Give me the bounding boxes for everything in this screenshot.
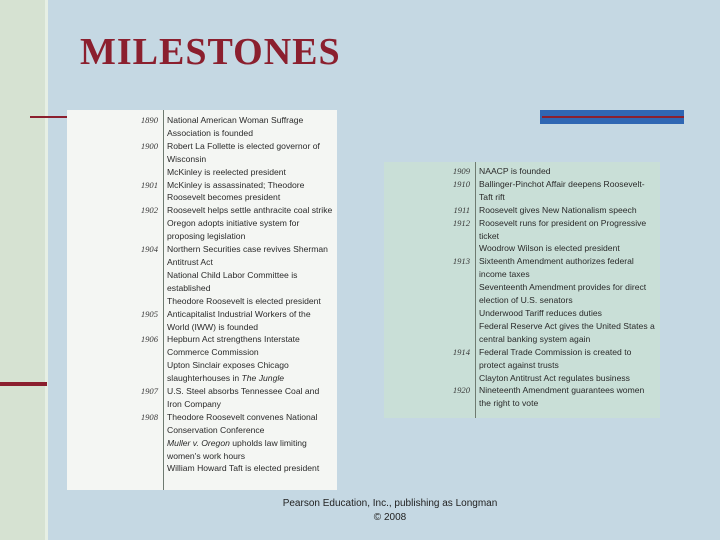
milestones-table-right	[384, 162, 660, 418]
timeline-row	[67, 308, 337, 334]
timeline-event: National American Woman Suffrage Association is founded	[167, 115, 304, 138]
timeline-event: Roosevelt runs for president on Progressive ticket	[479, 217, 647, 241]
timeline-row	[67, 411, 337, 437]
timeline-event: Anticapitalist Industrial Workers of the World (IWW) is founded	[167, 308, 311, 332]
left-red-accent	[0, 382, 47, 386]
timeline-year: 1913	[452, 256, 470, 267]
year-column-divider	[163, 110, 164, 490]
timeline-year	[67, 462, 167, 475]
timeline-row	[67, 140, 337, 166]
timeline-year	[67, 269, 167, 295]
year-column-divider	[475, 162, 476, 418]
timeline-event: Northern Securities case revives Sherman Antitrust Act	[167, 244, 328, 267]
timeline-event	[167, 359, 337, 385]
timeline-year	[67, 166, 167, 179]
timeline-row	[67, 179, 337, 205]
timeline-row	[384, 372, 660, 385]
timeline-event: Federal Trade Commission is created to protect against trusts	[479, 346, 632, 370]
timeline-event: McKinley is assassinated; Theodore Roosevelt becomes president	[167, 179, 305, 203]
timeline-year	[384, 242, 479, 255]
timeline-row	[384, 281, 660, 307]
timeline-event: National Child Labor Committee is established	[167, 269, 298, 293]
timeline-row	[67, 204, 337, 217]
timeline-year: 1912	[452, 217, 470, 228]
timeline-year	[384, 307, 479, 320]
timeline-year: 1910	[452, 178, 470, 189]
timeline-row	[67, 269, 337, 295]
timeline-event: NAACP is founded	[479, 166, 551, 176]
footer-year: © 2008	[373, 512, 407, 523]
timeline-year	[67, 295, 167, 308]
timeline-row	[67, 166, 337, 179]
left-decorative-band	[0, 0, 47, 540]
timeline-row	[384, 217, 660, 243]
timeline-year: 1906	[140, 334, 158, 345]
title-rule-left	[30, 116, 70, 118]
timeline-event: William Howard Taft is elected president	[167, 463, 320, 474]
timeline-event: Oregon adopts initiative system for proposing legislation	[167, 218, 300, 242]
timeline-year	[384, 320, 479, 346]
timeline-row	[67, 295, 337, 308]
timeline-year	[67, 217, 167, 243]
timeline-row	[384, 384, 660, 410]
event-text: Upton Sinclair exposes Chicago slaughterhouses in	[167, 360, 289, 384]
milestones-table-left	[67, 110, 337, 490]
timeline-year: 1890	[140, 115, 158, 125]
timeline-row	[67, 217, 337, 243]
timeline-row	[384, 178, 660, 204]
timeline-event: Robert La Follette is elected governor of Wisconsin	[167, 140, 320, 164]
timeline-row	[67, 462, 337, 475]
timeline-year	[384, 372, 479, 385]
timeline-event: McKinley is reelected president	[167, 166, 286, 177]
timeline-row	[67, 333, 337, 359]
timeline-year: 1904	[140, 244, 158, 255]
timeline-year: 1907	[140, 386, 158, 397]
timeline-year: 1900	[140, 140, 158, 151]
timeline-event: Underwood Tariff reduces duties	[479, 307, 602, 318]
footer-copyright	[245, 497, 535, 525]
timeline-event: Clayton Antitrust Act regulates business	[479, 372, 630, 383]
timeline-year: 1920	[452, 385, 470, 396]
timeline-event: Theodore Roosevelt convenes National Conservation Conference	[167, 411, 318, 435]
timeline-row	[384, 242, 660, 255]
timeline-row	[384, 346, 660, 372]
timeline-year	[384, 281, 479, 307]
timeline-row	[67, 437, 337, 463]
title-rule-right	[542, 116, 684, 118]
timeline-row	[384, 255, 660, 281]
timeline-event: Roosevelt gives New Nationalism speech	[479, 204, 637, 215]
event-text: upholds law limiting women's work hours	[167, 437, 307, 461]
timeline-year: 1902	[140, 205, 158, 216]
timeline-year	[67, 359, 167, 385]
timeline-event: Theodore Roosevelt is elected president	[167, 295, 321, 306]
timeline-year: 1905	[140, 308, 158, 319]
timeline-event: Sixteenth Amendment authorizes federal income taxes	[479, 256, 634, 280]
event-italic-title: Muller v. Oregon	[167, 437, 230, 448]
timeline-row	[67, 359, 337, 385]
timeline-year: 1908	[140, 411, 158, 422]
footer-publisher: Pearson Education, Inc., publishing as Longman	[282, 498, 498, 509]
timeline-event: U.S. Steel absorbs Tennessee Coal and Iron Company	[167, 386, 320, 409]
timeline-event: Ballinger-Pinchot Affair deepens Roosevelt-Taft rift	[479, 178, 645, 202]
timeline-row	[67, 243, 337, 269]
timeline-year	[67, 437, 167, 463]
timeline-event	[167, 437, 337, 463]
timeline-event: Federal Reserve Act gives the United States a central banking system again	[479, 320, 655, 344]
timeline-row	[384, 165, 660, 178]
timeline-event: Hepburn Act strengthens Interstate Commerce Commission	[167, 334, 300, 358]
timeline-year: 1914	[452, 346, 470, 357]
timeline-row	[384, 307, 660, 320]
timeline-row	[67, 385, 337, 411]
timeline-year: 1909	[452, 166, 470, 176]
timeline-row	[384, 320, 660, 346]
timeline-row	[67, 114, 337, 140]
event-italic-title: The Jungle	[241, 373, 285, 384]
timeline-year: 1901	[140, 179, 158, 190]
timeline-year: 1911	[453, 204, 470, 215]
timeline-event: Woodrow Wilson is elected president	[479, 243, 620, 254]
left-band-edge	[45, 0, 48, 540]
timeline-event: Nineteenth Amendment guarantees women the right to vote	[479, 385, 645, 409]
slide-title: MILESTONES	[80, 31, 341, 73]
timeline-row	[384, 204, 660, 217]
timeline-event: Roosevelt helps settle anthracite coal strike	[167, 205, 333, 216]
timeline-event: Seventeenth Amendment provides for direct election of U.S. senators	[479, 282, 647, 306]
